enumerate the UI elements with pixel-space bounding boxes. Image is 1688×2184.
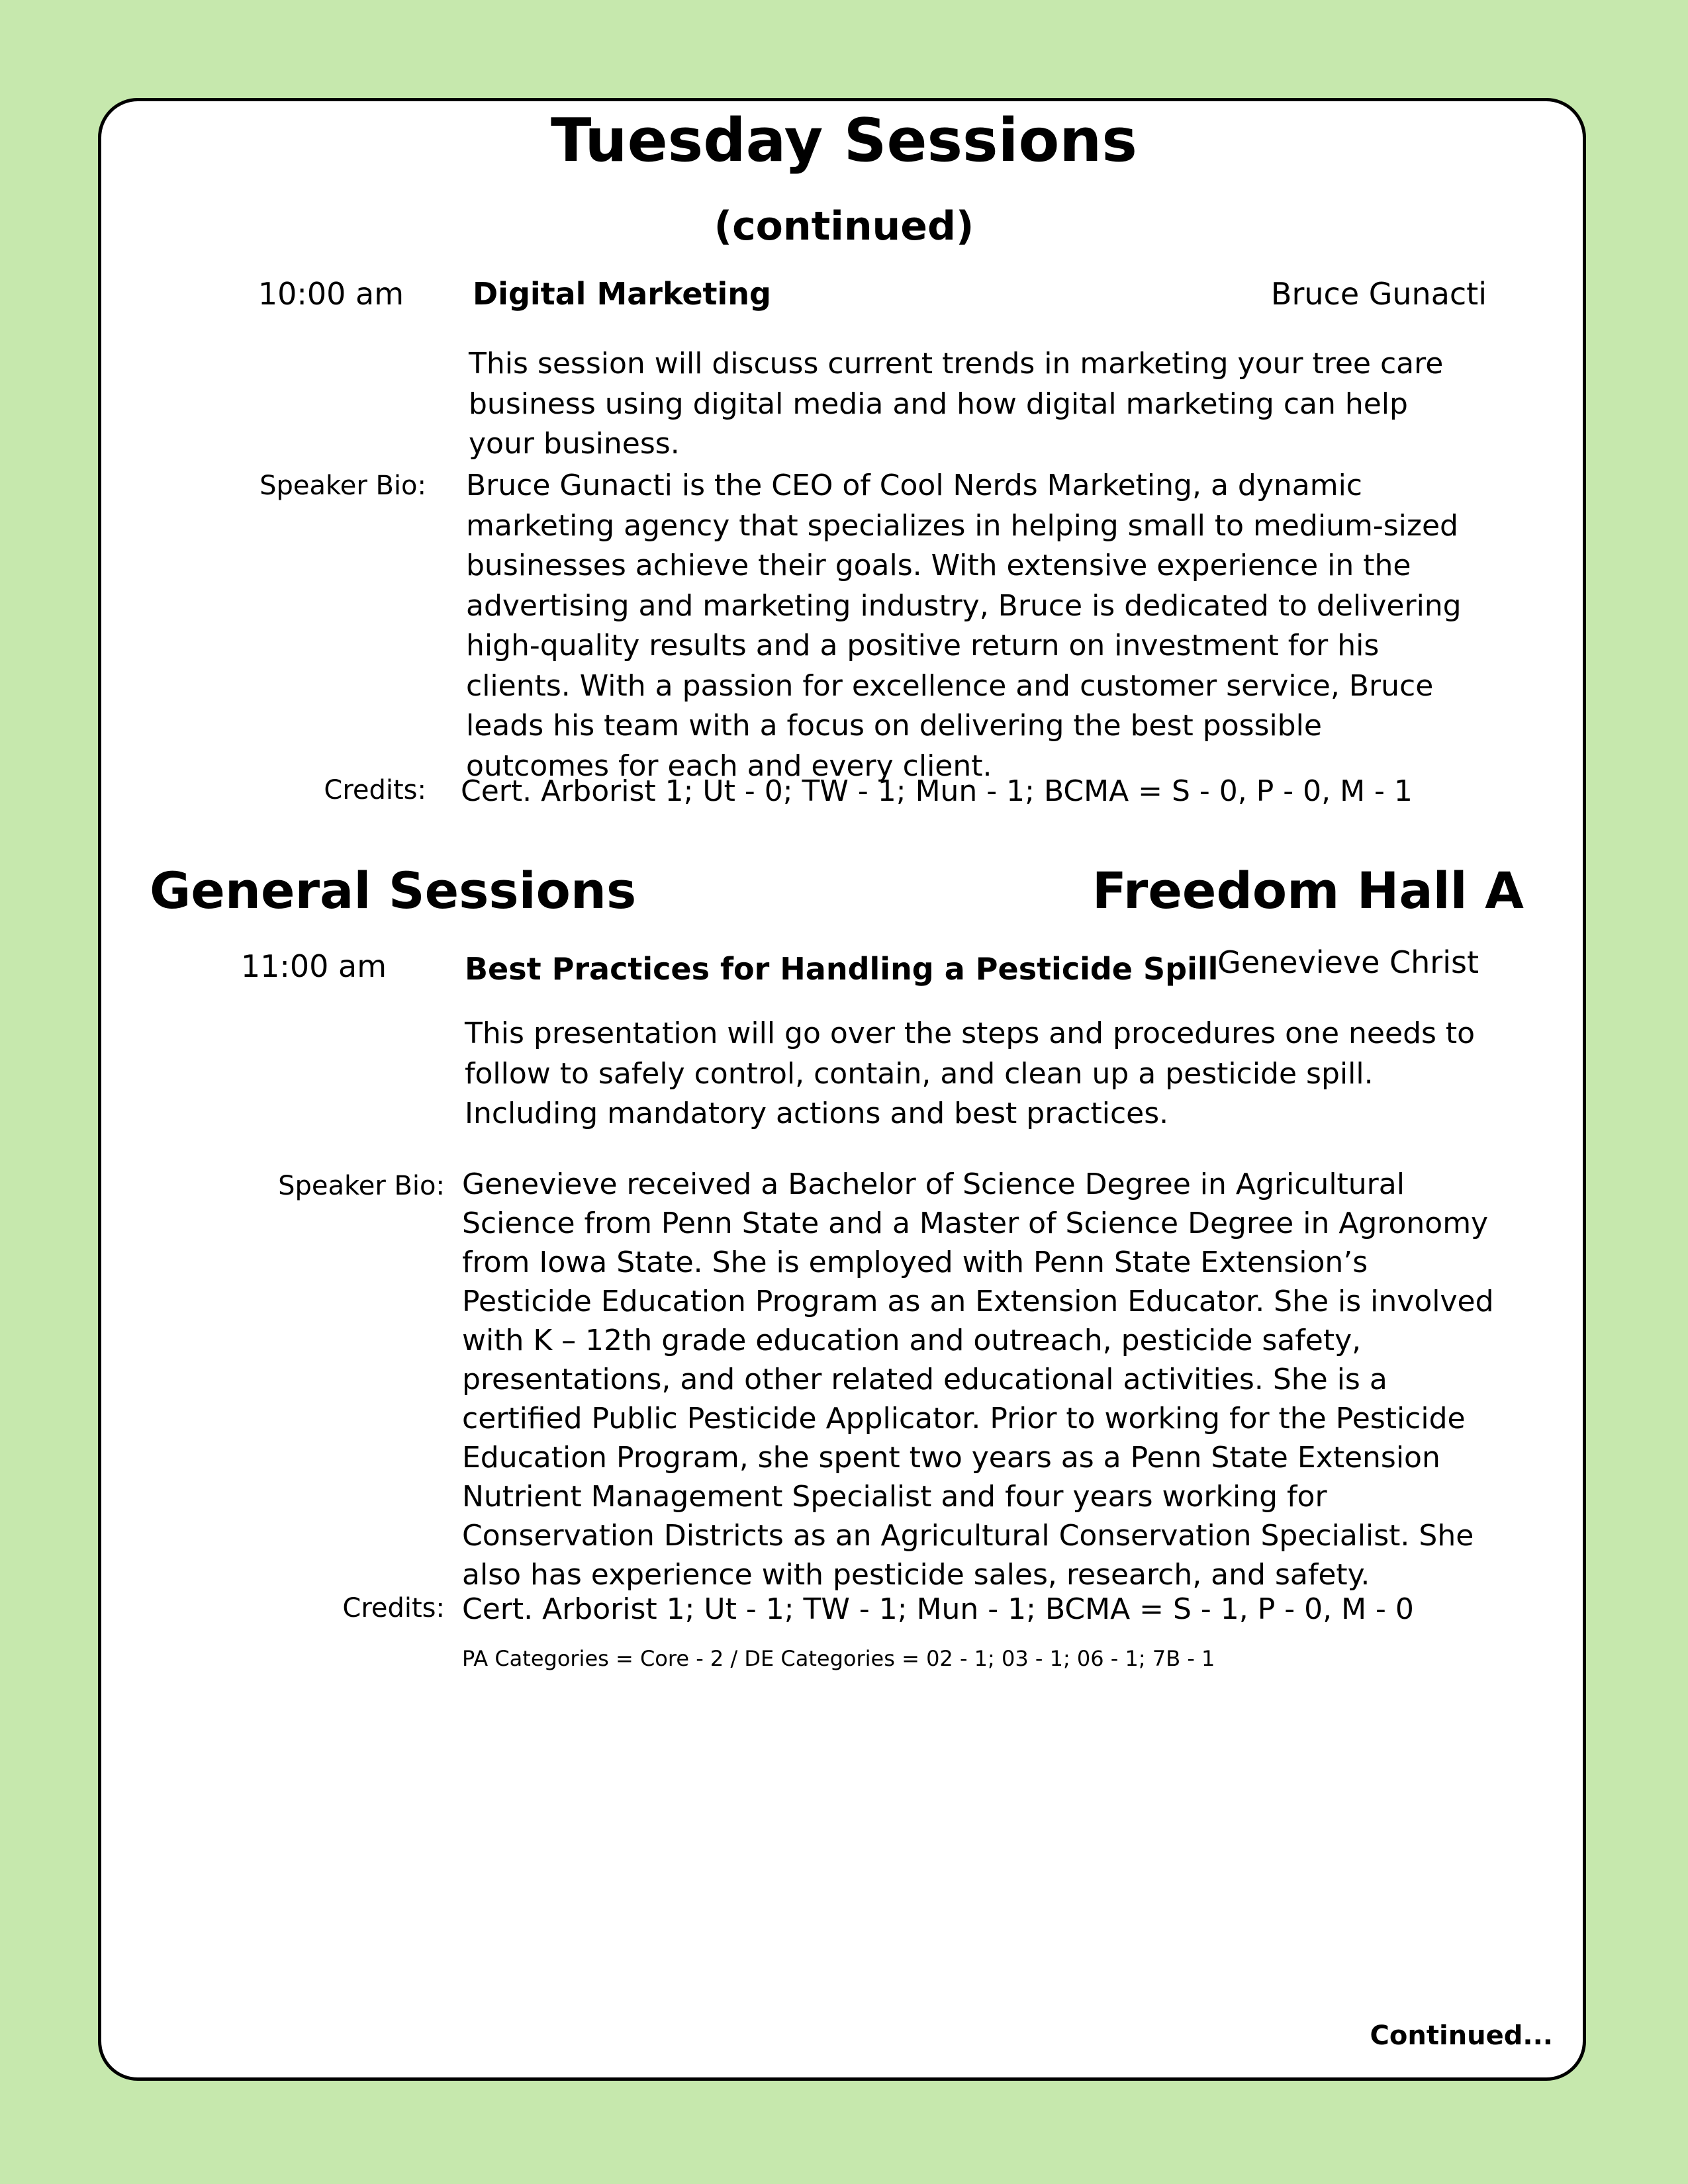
page-subtitle: (continued) — [714, 203, 974, 250]
general-sessions-heading: General Sessions — [150, 861, 637, 920]
continued-note: Continued... — [1370, 2021, 1553, 2051]
session1-bio: Bruce Gunacti is the CEO of Cool Nerds Marketing, a dynamic marketing agency that specializes in helping small to medium-sized businesses achieve their goals. With extensive experience in the advertising and marketing industry, Bruce is dedicated to delivering high-quality results and a positive return on investment for his clients. With a passion for excellence and customer service, Bruce leads his team with a focus on delivering the best possible outcomes for each and every client. — [466, 469, 1462, 783]
session1-credits: Cert. Arborist 1; Ut - 0; TW - 1; Mun - 1; BCMA = S - 0, P - 0, M - 1 — [461, 774, 1413, 808]
session1-title: Digital Marketing — [473, 276, 771, 312]
session2-title: Best Practices for Handling a Pesticide Spill — [465, 951, 1219, 987]
session1-bio-label: Speaker Bio: — [259, 471, 426, 501]
session2-credits-label: Credits: — [342, 1593, 445, 1623]
session1-time: 10:00 am — [258, 276, 404, 312]
session2-speaker: Genevieve Christ — [1217, 944, 1479, 980]
session1-credits-label: Credits: — [324, 775, 426, 805]
session2-categories: PA Categories = Core - 2 / DE Categories = 02 - 1; 03 - 1; 06 - 1; 7B - 1 — [462, 1646, 1215, 1671]
session2-description: This presentation will go over the steps and procedures one needs to follow to safely control, contain, and clean up a pesticide spill. Including mandatory actions and best practices. — [465, 1017, 1476, 1130]
session2-time: 11:00 am — [240, 948, 387, 984]
session1-description: This session will discuss current trends in marketing your tree care business using digital media and how digital marketing can help your business. — [469, 347, 1444, 461]
session1-speaker: Bruce Gunacti — [1270, 276, 1487, 312]
page-title: Tuesday Sessions — [551, 106, 1137, 175]
session2-bio: Genevieve received a Bachelor of Science Degree in Agricultural Science from Penn State and a Master of Science Degree in Agronomy from Iowa State. She is employed with Penn State Extension’s Pesticide Education Program as an Extension Educator. She is involved with K – 12th grade education and outreach, pesticide safety, presentations, and other related educational activities. She is a certified Public Pesticide Applicator. Prior to working for the Pesticide Education Program, she spent two years as a Penn State Extension Nutrient Management Specialist and four years working for Conservation Districts as an Agricultural Conservation Specialist. She also has experience with pesticide sales, research, and safety. — [462, 1167, 1494, 1592]
general-sessions-location: Freedom Hall A — [1092, 861, 1524, 920]
session2-credits: Cert. Arborist 1; Ut - 1; TW - 1; Mun - 1; BCMA = S - 1, P - 0, M - 0 — [462, 1592, 1414, 1626]
session2-bio-label: Speaker Bio: — [278, 1171, 445, 1201]
